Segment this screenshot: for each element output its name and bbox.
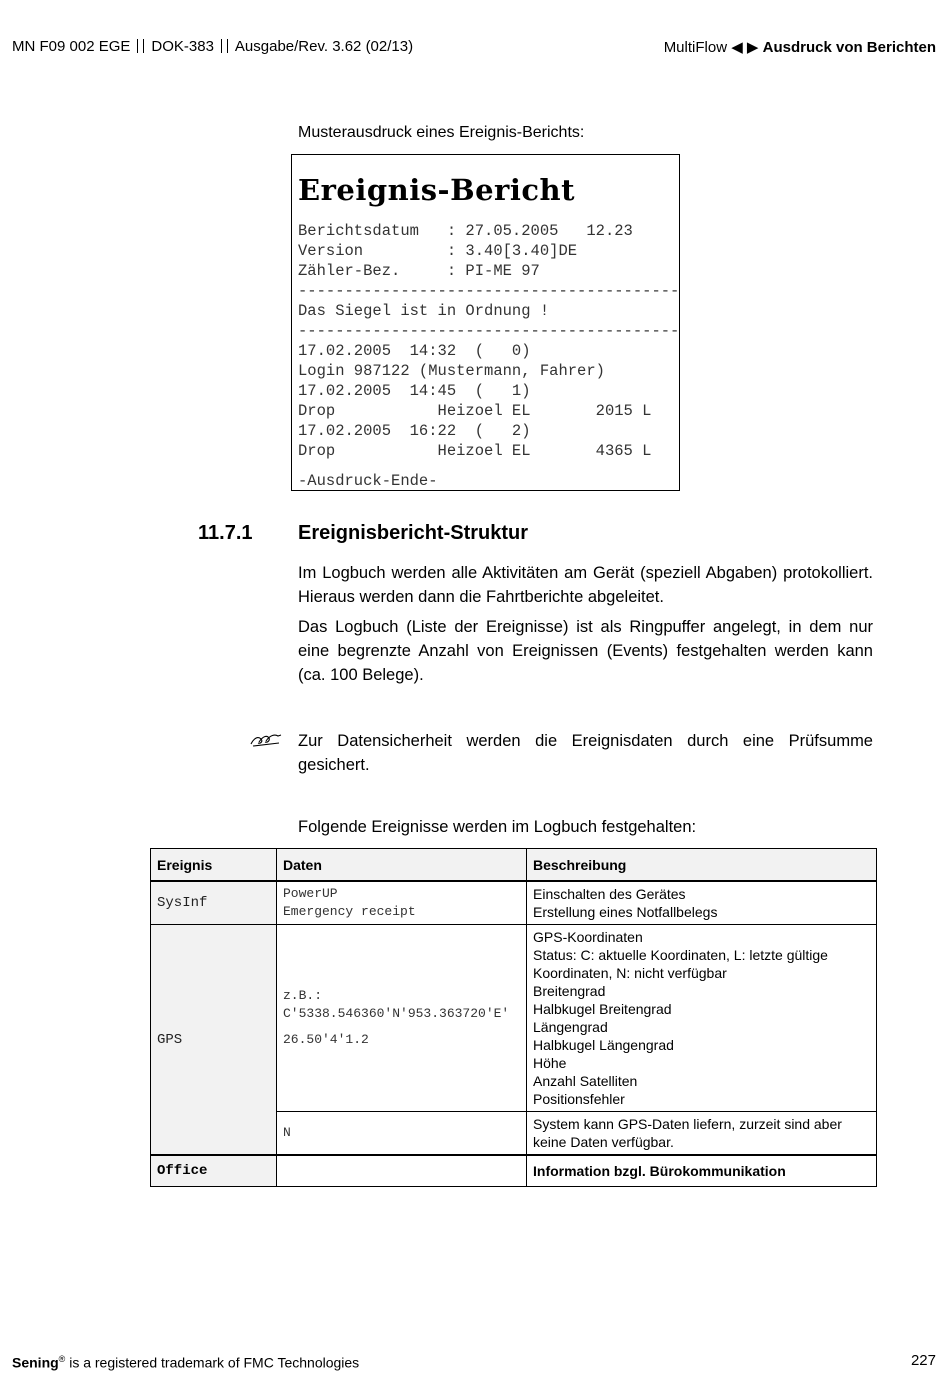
desc-gps	[527, 925, 877, 1112]
nav-arrows-icon: ◀ ▶	[731, 39, 759, 56]
desc-line: Positionsfehler	[533, 1091, 625, 1107]
data-line: PowerUP	[283, 886, 338, 901]
revision: Ausgabe/Rev. 3.62 (02/13)	[234, 38, 414, 55]
event-sysinf: SysInf	[151, 881, 277, 925]
table-intro: Folgende Ereignisse werden im Logbuch festgehalten:	[298, 818, 697, 836]
desc-line: Halbkugel Längengrad	[533, 1037, 674, 1053]
section-title: Ereignisbericht-Struktur	[298, 522, 529, 544]
data-line: z.B.:	[283, 988, 323, 1003]
header-ereignis: Ereignis	[151, 849, 277, 882]
sample-report	[291, 154, 680, 491]
section-number: 11.7.1	[198, 522, 253, 544]
product-name: MultiFlow	[663, 39, 728, 56]
brand-name: Sening	[12, 1354, 59, 1371]
desc-line: Höhe	[533, 1055, 567, 1071]
paragraph-note: Zur Datensicherheit werden die Ereignisdaten durch eine Prüfsumme gesichert.	[298, 732, 873, 774]
events-table	[150, 848, 877, 1187]
data-gps	[277, 925, 527, 1112]
header-beschreibung: Beschreibung	[527, 849, 877, 882]
report-caption: Musterausdruck eines Ereignis-Berichts:	[298, 124, 585, 141]
data-line: C'5338.546360'N'953.363720'E'	[283, 1006, 510, 1021]
data-sysinf	[277, 881, 527, 925]
desc-line: Halbkugel Breitengrad	[533, 1001, 672, 1017]
page-number: 227	[910, 1352, 936, 1369]
desc-sysinf	[527, 881, 877, 925]
desc-line: GPS-Koordinaten	[533, 929, 643, 945]
registered-mark: ®	[58, 1354, 66, 1364]
data-office	[277, 1155, 527, 1187]
data-line: 26.50'4'1.2	[283, 1032, 369, 1047]
desc-line: Einschalten des Gerätes	[533, 886, 686, 902]
paragraph-logbook: Im Logbuch werden alle Aktivitäten am Gerät (speziell Abgaben) protokolliert. Hieraus werden dann die Fahrtberichte abgeleitet.	[298, 564, 873, 606]
desc-gps-n: System kann GPS-Daten liefern, zurzeit sind aber keine Daten verfügbar.	[527, 1112, 877, 1156]
data-line: Emergency receipt	[283, 904, 416, 919]
paragraph-ringbuffer: Das Logbuch (Liste der Ereignisse) ist als Ringpuffer angelegt, in dem nur eine begrenzte Anzahl von Ereignissen (Events) festgehalten werden kann (ca. 100 Belege).	[298, 618, 873, 684]
header-separator	[221, 39, 228, 53]
doc-id: MN F09 002 EGE	[12, 38, 131, 55]
header-daten: Daten	[277, 849, 527, 882]
table-row	[151, 925, 877, 1112]
desc-office: Information bzgl. Bürokommunikation	[527, 1155, 877, 1187]
desc-line: Anzahl Satelliten	[533, 1073, 638, 1089]
event-gps: GPS	[151, 925, 277, 1156]
table-row	[151, 1155, 877, 1187]
report-lines: Berichtsdatum : 27.05.2005 12.23 Version : 3.40[3.40]DE Zähler-Bez. : PI-ME 97 ----------------------------------------- Das Siegel ist in Ordnung ! ----------------------------------------- 17.02.2005 14:32 ( 0) Login 987122 (Mustermann, Fahrer) 17.02.2005 14:45 ( 1) Drop Heizoel EL 2015 L 17.02.2005 16:22 ( 2) Drop Heizoel EL 4365 L	[298, 222, 680, 460]
table-row	[151, 881, 877, 925]
desc-line: Längengrad	[533, 1019, 608, 1035]
data-gps-n: N	[277, 1112, 527, 1156]
report-title: Ereignis-Bericht	[298, 173, 575, 207]
header-separator	[137, 39, 144, 53]
page-header-right	[664, 38, 936, 56]
note-hand-icon	[249, 730, 283, 750]
table-header-row	[151, 849, 877, 882]
event-office: Office	[151, 1155, 277, 1187]
trademark-text: is a registered trademark of FMC Technologies	[65, 1354, 360, 1371]
dok-number: DOK-383	[151, 38, 214, 55]
report-end: -Ausdruck-Ende-	[298, 472, 438, 490]
desc-line: Breitengrad	[533, 983, 606, 999]
desc-line: Erstellung eines Notfallbelegs	[533, 904, 718, 920]
chapter-title: Ausdruck von Berichten	[762, 39, 936, 56]
desc-line: Status: C: aktuelle Koordinaten, L: letzte gültige Koordinaten, N: nicht verfügbar	[533, 947, 828, 981]
footer-trademark	[12, 1354, 359, 1371]
page-header-left	[12, 38, 413, 55]
